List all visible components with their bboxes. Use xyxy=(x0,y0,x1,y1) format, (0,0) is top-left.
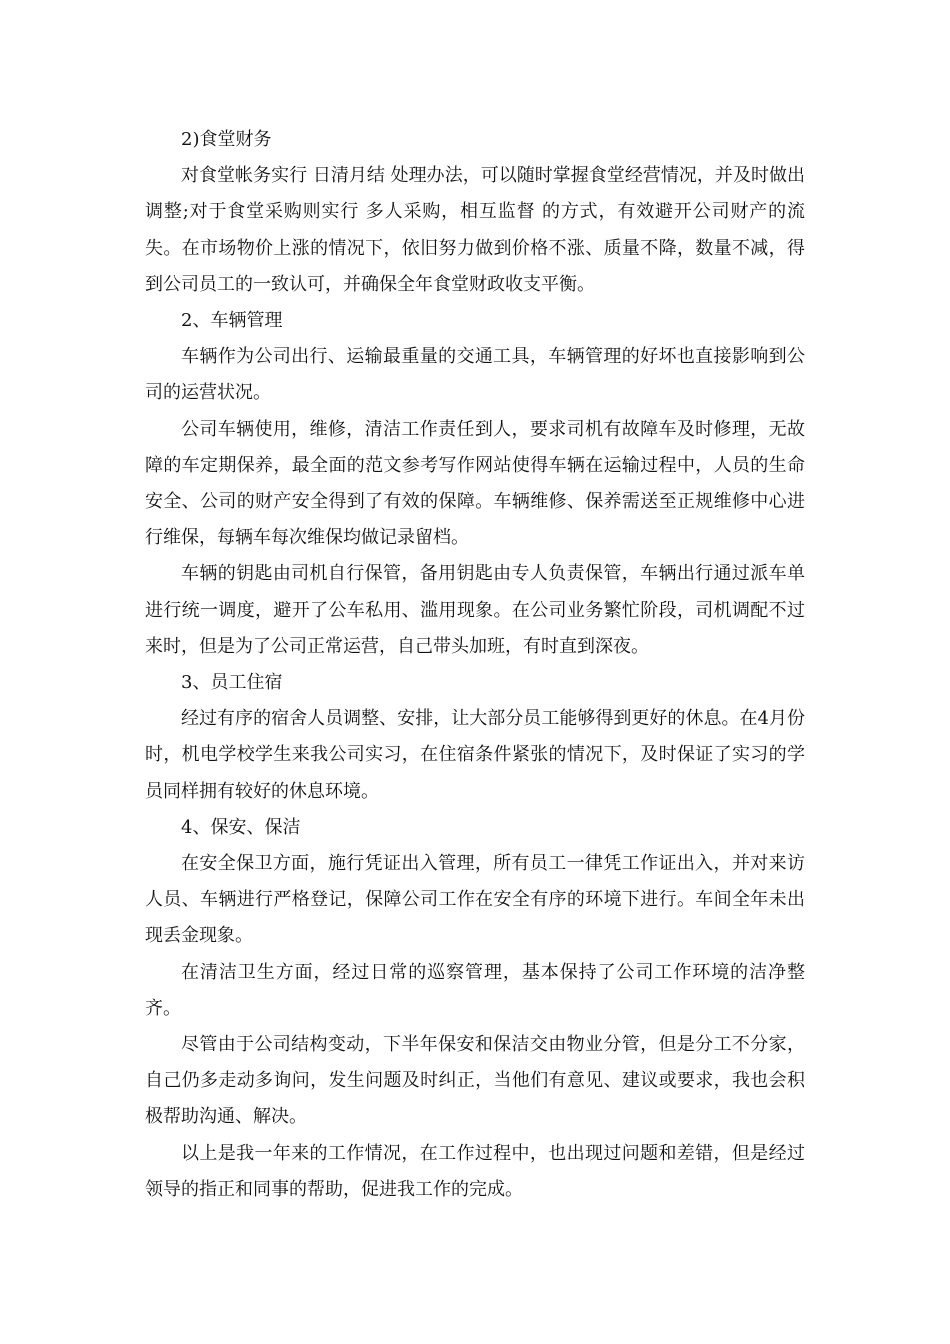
paragraph-staff-housing: 经过有序的宿舍人员调整、安排，让大部分员工能够得到更好的休息。在4月份时，机电学校学生来我公司实习，在住宿条件紧张的情况下，及时保证了实习的学员同样拥有较好的休息环境。 xyxy=(145,708,805,802)
paragraph-security: 在安全保卫方面，施行凭证出入管理，所有员工一律凭工作证出入，并对来访人员、车辆进行严格登记，保障公司工作在安全有序的环境下进行。车间全年未出现丢金现象。 xyxy=(145,853,805,947)
paragraph-vehicle-intro: 车辆作为公司出行、运输最重量的交通工具，车辆管理的好坏也直接影响到公司的运营状况。 xyxy=(145,346,805,404)
heading-vehicle-management: 2、车辆管理 xyxy=(181,310,283,332)
document-body xyxy=(145,122,805,1208)
heading-security-cleaning: 4、保安、保洁 xyxy=(181,816,301,838)
heading-staff-housing: 3、员工住宿 xyxy=(181,672,283,694)
paragraph-cleaning: 在清洁卫生方面，经过日常的巡察管理，基本保持了公司工作环境的洁净整齐。 xyxy=(145,961,805,1019)
paragraph-canteen-finance: 对食堂帐务实行 日清月结 处理办法，可以随时掌握食堂经营情况，并及时做出调整;对于食堂采购则实行 多人采购，相互监督 的方式，有效避开公司财产的流失。在市场物价上涨的情况下，依旧努力做到价格不涨、质量不降，数量不减，得到公司员工的一致认可，并确保全年食堂财政收支平衡。 xyxy=(145,165,805,295)
heading-canteen-finance: 2)食堂财务 xyxy=(181,129,272,150)
paragraph-summary: 以上是我一年来的工作情况，在工作过程中，也出现过问题和差错，但是经过领导的指正和同事的帮助，促进我工作的完成。 xyxy=(145,1142,805,1200)
paragraph-vehicle-maintenance: 公司车辆使用，维修，清洁工作责任到人，要求司机有故障车及时修理，无故障的车定期保养，最全面的范文参考写作网站使得车辆在运输过程中，人员的生命安全、公司的财产安全得到了有效的保障。车辆维修、保养需送至正规维修中心进行维保，每辆车每次维保均做记录留档。 xyxy=(145,418,805,549)
paragraph-restructure: 尽管由于公司结构变动，下半年保安和保洁交由物业分管，但是分工不分家，自己仍多走动多询问，发生问题及时纠正，当他们有意见、建议或要求，我也会积极帮助沟通、解决。 xyxy=(145,1034,805,1128)
paragraph-vehicle-keys: 车辆的钥匙由司机自行保管，备用钥匙由专人负责保管，车辆出行通过派车单进行统一调度，避开了公车私用、滥用现象。在公司业务繁忙阶段，司机调配不过来时，但是为了公司正常运营，自己带头加班，有时直到深夜。 xyxy=(145,563,805,657)
